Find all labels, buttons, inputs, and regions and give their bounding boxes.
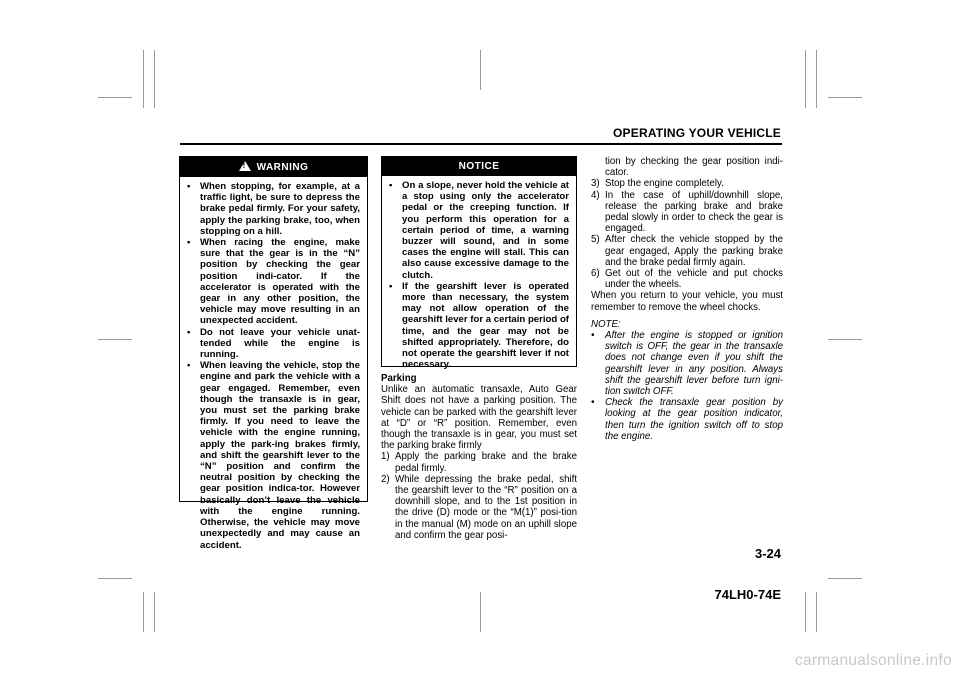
crop-mark — [154, 592, 155, 632]
parking-step: 5) After check the vehicle stopped by the gear engaged, Apply the parking brake and the brake pedal firmly again. — [591, 234, 783, 268]
note-item: • Check the transaxle gear position by looking at the gear position indicator, then turn the ignition switch off to stop the engine. — [591, 397, 783, 442]
parking-step: 2) While depressing the brake pedal, shift the gearshift lever to the “R” position on a downhill slope, and to the 1st position in the drive (D) mode or the “M(1)” posi-tion in the manual (M) mode on an uphill slope and confirm the gear posi- — [381, 473, 577, 541]
list-item: • If the gearshift lever is operated more than necessary, the system may not allow operation of the gearshift lever for a certain period of time, and the gear may not be shifted appropriately. Therefore, do not operate the gearshift lever if not necessary. — [389, 280, 569, 371]
crop-mark — [143, 592, 144, 632]
crop-mark — [805, 50, 806, 108]
page-number: 3-24 — [754, 546, 781, 561]
document-code: 74LH0-74E — [714, 587, 781, 602]
crop-mark — [828, 578, 862, 579]
crop-mark — [828, 97, 862, 98]
parking-intro: Unlike an automatic transaxle, Auto Gear Shift does not have a parking position. The vehicle can be parked with the gearshift lever at “D” or “R” position. Remember, even though the transaxle is in gear, you must set the parking brake firmly — [381, 384, 577, 452]
crop-mark — [480, 50, 481, 90]
parking-step-continued: tion by checking the gear position indi-cator. — [605, 156, 783, 179]
crop-mark — [98, 578, 132, 579]
list-item: • When leaving the vehicle, stop the engine and park the vehicle with a gear engaged. Remember, even though the transaxle is in gear, you must set the parking brake firmly. If you need to leave the vehicle with the engine running, apply the park-ing brakes firmly, and shift the gearshift lever to the “N” position and confirm the neutral position by checking the gear position indica-tor. However basically don’t leave the vehicle with the engine running. Otherwise, the vehicle may move unexpectedly and may cause an accident. — [187, 360, 360, 551]
crop-mark — [143, 50, 144, 108]
list-item: • On a slope, never hold the vehicle at a stop using only the accelerator pedal or the creeping function. If you perform this operation for a certain period of time, a warning buzzer will sound, and in some cases the engine will stall. This can also cause excessive damage to the clutch. — [389, 180, 569, 281]
parking-step: 3) Stop the engine completely. — [591, 178, 724, 190]
parking-heading: Parking — [381, 373, 417, 384]
crop-mark — [816, 50, 817, 108]
notice-title: NOTICE — [382, 157, 576, 176]
warning-title-bar — [180, 157, 367, 177]
list-item: • Do not leave your vehicle unat-tended while the engine is running. — [187, 326, 360, 361]
crop-mark — [98, 339, 132, 340]
crop-mark — [816, 592, 817, 632]
list-item: • When racing the engine, make sure that the gear is in the “N” position by checking the gear position indi-cator. If the accelerator is operated with the gear in any other position, the vehicle may move resulting in an unexpected accident. — [187, 237, 360, 327]
header-rule — [180, 143, 782, 145]
return-text: When you return to your vehicle, you must remember to remove the wheel chocks. — [591, 290, 783, 313]
parking-section — [381, 373, 577, 541]
section-title: OPERATING YOUR VEHICLE — [613, 126, 781, 140]
parking-step: 4) In the case of uphill/downhill slope, release the parking brake and brake pedal slowly in order to check the gear is engaged. — [591, 189, 783, 235]
parking-step: 6) Get out of the vehicle and put chocks under the wheels. — [591, 268, 783, 291]
note-item: • After the engine is stopped or ignition switch is OFF, the gear in the transaxle does not change even if you shift the gearshift lever in any position. Always shift the gearshift lever before turn igni-tion switch OFF. — [591, 330, 783, 398]
warning-title: WARNING — [256, 162, 309, 173]
watermark: carmanualsonline.info — [794, 652, 952, 669]
crop-mark — [805, 592, 806, 632]
notice-box — [381, 156, 577, 371]
parking-step: 1) Apply the parking brake and the brake pedal firmly. — [381, 451, 577, 474]
crop-mark — [154, 50, 155, 108]
crop-mark — [828, 339, 862, 340]
notice-list — [382, 176, 576, 373]
warning-triangle-icon: ! — [239, 161, 251, 171]
crop-mark — [480, 592, 481, 632]
list-item: • When stopping, for example, at a traffic light, be sure to depress the brake pedal firmly. For your safety, apply the parking brake, too, when stopping on a hill. — [187, 181, 360, 237]
note-label: NOTE: — [591, 318, 621, 330]
crop-mark — [98, 97, 132, 98]
warning-box — [179, 156, 368, 551]
parking-section-continued — [591, 156, 783, 442]
warning-list — [180, 177, 367, 554]
